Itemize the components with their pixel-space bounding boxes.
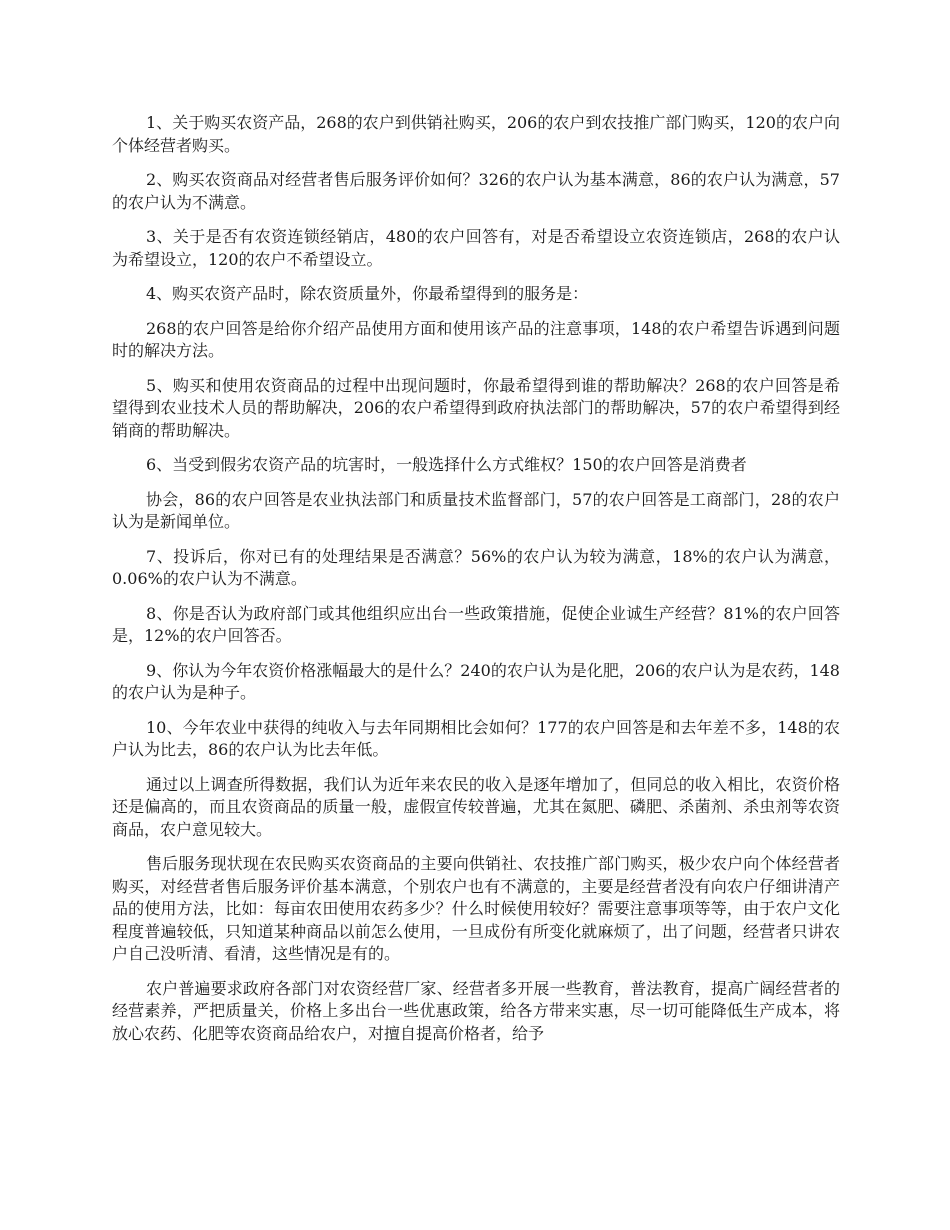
paragraph-15: 农户普遍要求政府各部门对农资经营厂家、经营者多开展一些教育，普法教育，提高广阔经营者的经营素养，严把质量关，价格上多出台一些优惠政策，给各方带来实惠，尽一切可能降低生产成本，将放心农药、化肥等农资商品给农户，对擅自提高价格者，给予 — [112, 978, 840, 1043]
paragraph-4: 4、购买农资产品时，除农资质量外，你最希望得到的服务是： — [146, 284, 589, 303]
paragraph-14: 售后服务现状现在农民购买农资商品的主要向供销社、农技推广部门购买，极少农户向个体经营者购买，对经营者售后服务评价基本满意，个别农户也有不满意的，主要是经营者没有向农户仔细讲清产品的使用方法，比如：每亩农田使用农药多少？什么时候使用较好？需要注意事项等等，由于农户文化程度普遍较低，只知道某种商品以前怎么使用，一旦成份有所变化就麻烦了，出了问题，经营者只讲农户自己没听清、看清，这些情况是有的。 — [112, 854, 840, 963]
paragraph-8: 协会，86的农户回答是农业执法部门和质量技术监督部门，57的农户回答是工商部门，28的农户认为是新闻单位。 — [112, 489, 840, 531]
paragraph-2: 2、购买农资商品对经营者售后服务评价如何？326的农户认为基本满意，86的农户认为满意，57的农户认为不满意。 — [112, 170, 840, 212]
paragraph-5: 268的农户回答是给你介绍产品使用方面和使用该产品的注意事项，148的农户希望告诉遇到问题时的解决方法。 — [112, 318, 840, 360]
paragraph-9: 7、投诉后，你对已有的处理结果是否满意？56%的农户认为较为满意，18%的农户认为满意，0.06%的农户认为不满意。 — [112, 546, 840, 588]
paragraph-6: 5、购买和使用农资商品的过程中出现问题时，你最希望得到谁的帮助解决？268的农户回答是希望得到农业技术人员的帮助解决，206的农户希望得到政府执法部门的帮助解决，57的农户希望得到经销商的帮助解决。 — [112, 375, 840, 440]
document-page — [112, 112, 840, 1057]
paragraph-7: 6、当受到假劣农资产品的坑害时，一般选择什么方式维权？150的农户回答是消费者 — [146, 455, 747, 474]
paragraph-10: 8、你是否认为政府部门或其他组织应出台一些政策措施，促使企业诚生产经营？81%的农户回答是，12%的农户回答否。 — [112, 603, 840, 645]
paragraph-11: 9、你认为今年农资价格涨幅最大的是什么？240的农户认为是化肥，206的农户认为是农药，148的农户认为是种子。 — [112, 660, 840, 702]
paragraph-1: 1、关于购买农资产品，268的农户到供销社购买，206的农户到农技推广部门购买，120的农户向个体经营者购买。 — [112, 113, 840, 155]
paragraph-3: 3、关于是否有农资连锁经销店，480的农户回答有，对是否希望设立农资连锁店，268的农户认为希望设立，120的农户不希望设立。 — [112, 227, 840, 269]
paragraph-13: 通过以上调查所得数据，我们认为近年来农民的收入是逐年增加了，但同总的收入相比，农资价格还是偏高的，而且农资商品的质量一般，虚假宣传较普遍，尤其在氮肥、磷肥、杀菌剂、杀虫剂等农资商品，农户意见较大。 — [112, 774, 840, 839]
paragraph-12: 10、今年农业中获得的纯收入与去年同期相比会如何？177的农户回答是和去年差不多，148的农户认为比去，86的农户认为比去年低。 — [112, 717, 840, 759]
